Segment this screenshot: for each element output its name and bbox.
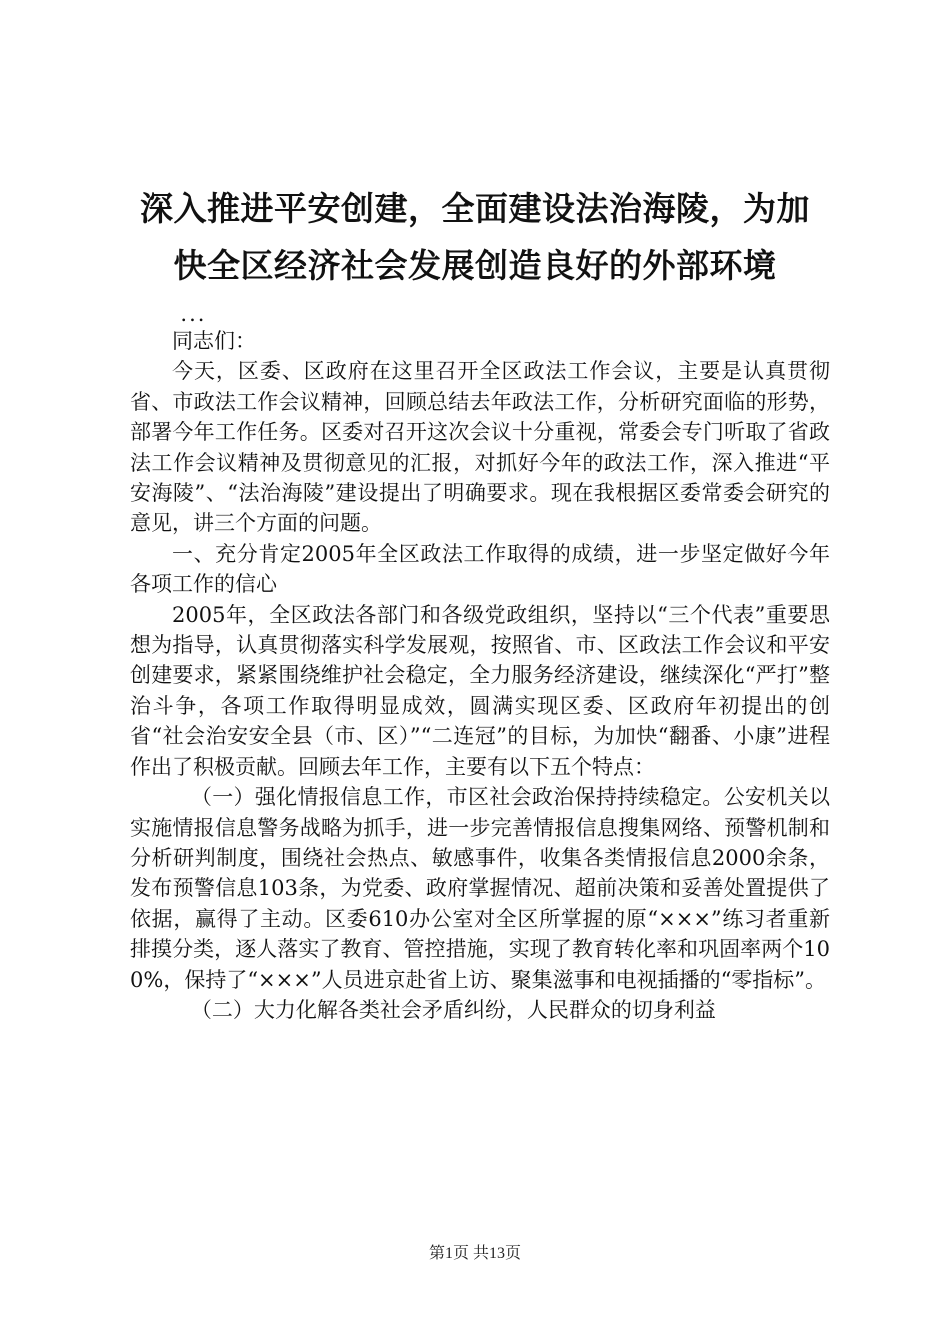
paragraph-intro: 今天，区委、区政府在这里召开全区政法工作会议，主要是认真贯彻省、市政法工作会议精神，回顾总结去年政法工作，分析研究面临的形势，部署今年工作任务。区委对召开这次会议十分重视，常委会专门听取了省政法工作会议精神及贯彻意见的汇报，对抓好今年的政法工作，深入推进“平安海陵”、“法治海陵”建设提出了明确要求。现在我根据区委常委会研究的意见，讲三个方面的问题。 (130, 359, 830, 536)
paragraph-point-2: （二）大力化解各类社会矛盾纠纷，人民群众的切身利益 (190, 997, 716, 1022)
salutation: 同志们： (172, 329, 256, 353)
document-title-line-2: 快全区经济社会发展创造良好的外部环境 (173, 246, 777, 285)
paragraph-point-1: （一）强化情报信息工作，市区社会政治保持持续稳定。公安机关以实施情报信息警务战略为抓手，进一步完善情报信息搜集网络、预警机制和分析研判制度，围绕社会热点、敏感事件，收集各类情报信息2000余条，发布预警信息103条，为党委、政府掌握情况、超前决策和妥善处置提供了依据，赢得了主动。区委610办公室对全区所掌握的原“×××”练习者重新排摸分类，逐人落实了教育、管控措施，实现了教育转化率和巩固率两个100%，保持了“×××”人员进京赴省上访、聚集滋事和电视插播的“零指标”。 (130, 785, 830, 992)
document-body (130, 302, 830, 1025)
document-title-line-1: 深入推进平安创建，全面建设法治海陵，为加 (140, 189, 810, 228)
paragraph-2005-summary: 2005年，全区政法各部门和各级党政组织，坚持以“三个代表”重要思想为指导，认真贯彻落实科学发展观，按照省、市、区政法工作会议和平安创建要求，紧紧围绕维护社会稳定，全力服务经济建设，继续深化“严打”整治斗争，各项工作取得明显成效，圆满实现区委、区政府年初提出的创省“社会治安安全县（市、区）”“二连冠”的目标，为加快“翻番、小康”进程作出了积极贡献。回顾去年工作，主要有以下五个特点： (130, 602, 830, 779)
page-number-footer: 第1页 共13页 (428, 1245, 521, 1262)
ellipsis-marker: ... (180, 302, 207, 326)
section-heading-1: 一、充分肯定2005年全区政法工作取得的成绩，进一步坚定做好今年各项工作的信心 (130, 541, 830, 597)
